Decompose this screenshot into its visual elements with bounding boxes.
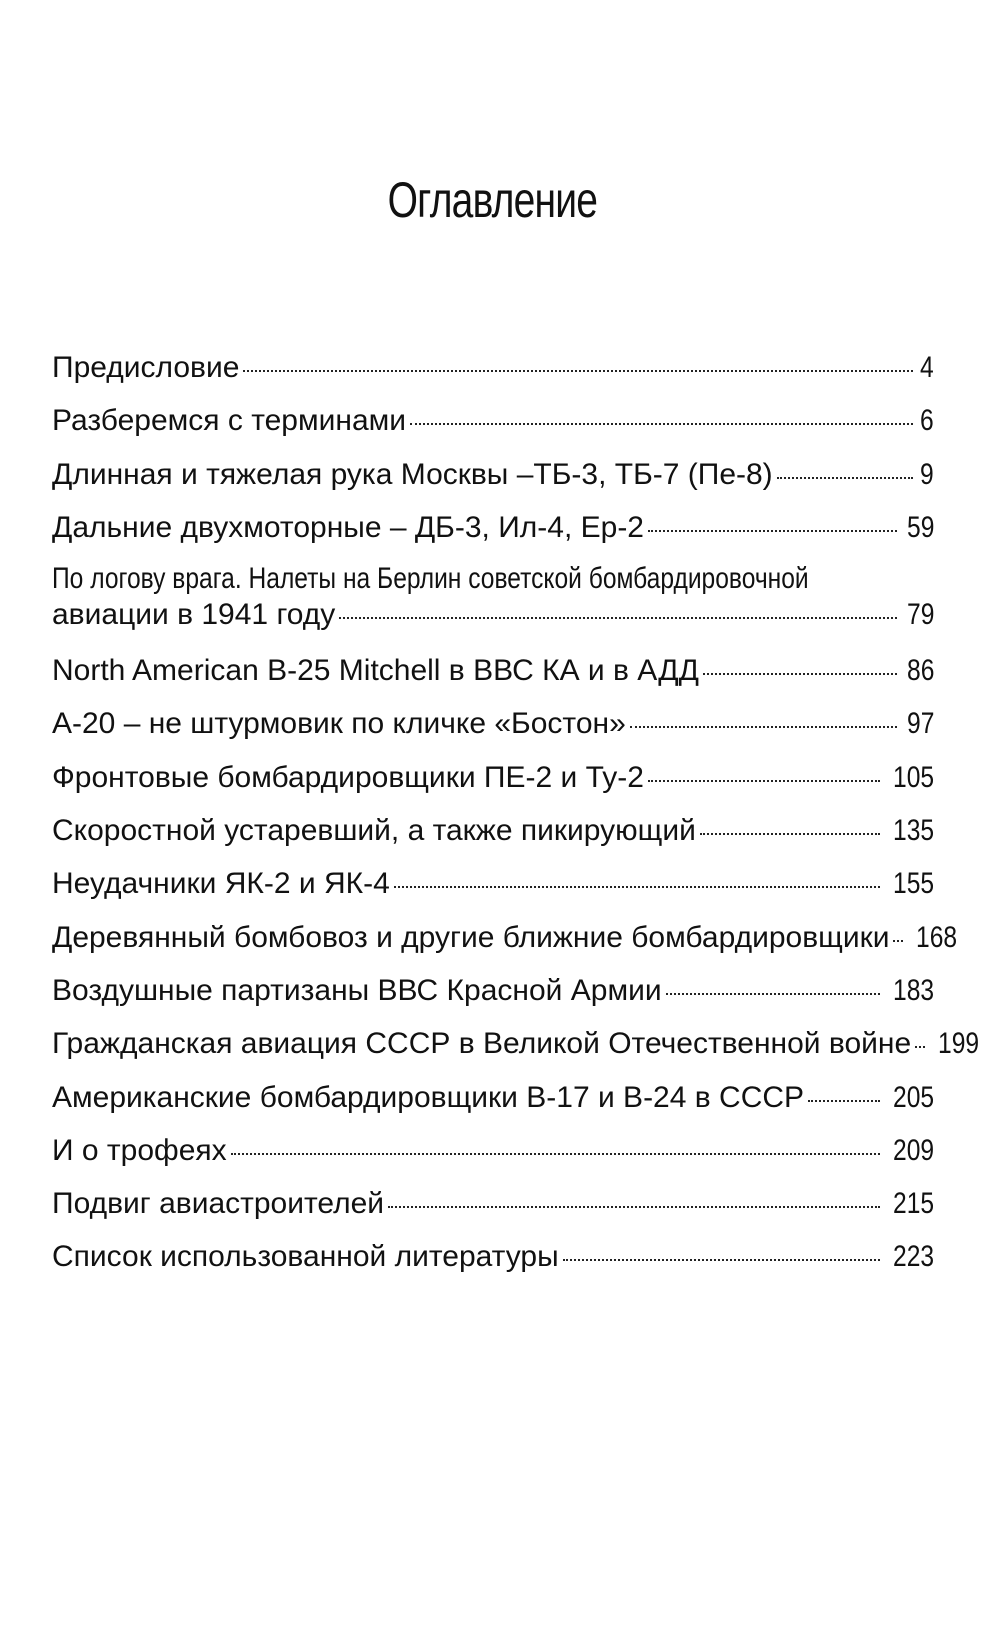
- toc-entry[interactable]: [52, 455, 934, 508]
- toc-entry[interactable]: [52, 401, 934, 454]
- table-of-contents: [52, 348, 980, 1291]
- dot-leader: [700, 833, 880, 835]
- toc-entry[interactable]: [52, 1024, 980, 1077]
- toc-entry-page: 199: [938, 1027, 980, 1061]
- toc-entry-label: Дальние двухмоторные – ДБ-3, Ил-4, Ер-2: [52, 510, 644, 544]
- dot-leader: [703, 673, 897, 675]
- toc-entry-page: 105: [892, 760, 934, 794]
- toc-entry-page: 155: [892, 867, 934, 901]
- toc-entry-label-line2: авиации в 1941 году: [52, 598, 336, 632]
- toc-entry-page: 4: [920, 351, 934, 384]
- toc-entry-page: 79: [906, 598, 934, 632]
- toc-entry-page: 209: [892, 1133, 934, 1167]
- toc-entry-label: Разберемся с терминами: [52, 404, 407, 438]
- toc-entry[interactable]: [52, 864, 934, 917]
- toc-entry[interactable]: [52, 1184, 934, 1237]
- toc-entry-page: 183: [892, 973, 934, 1007]
- toc-entry[interactable]: [52, 1131, 934, 1184]
- toc-entry[interactable]: [52, 971, 934, 1024]
- toc-entry-label: North American B-25 Mitchell в ВВС КА и в АДД: [52, 654, 699, 688]
- toc-entry[interactable]: [52, 561, 934, 651]
- toc-entry-page: 168: [916, 920, 958, 954]
- toc-entry-label: Гражданская авиация СССР в Великой Отечественной войне: [52, 1027, 912, 1061]
- toc-entry-label: Фронтовые бомбардировщики ПЕ-2 и Ту-2: [52, 760, 644, 794]
- dot-leader: [243, 370, 913, 372]
- toc-entry[interactable]: [52, 1237, 934, 1290]
- dot-leader: [410, 423, 913, 425]
- toc-entry-label: Деревянный бомбовоз и другие ближние бомбардировщики: [52, 920, 890, 954]
- dot-leader: [893, 940, 903, 942]
- toc-entry-label-line1: По логову врага. Налеты на Берлин советской бомбардировочной: [52, 562, 809, 596]
- dot-leader: [339, 617, 896, 619]
- dot-leader: [231, 1153, 880, 1155]
- dot-leader: [648, 780, 880, 782]
- dot-leader: [388, 1206, 880, 1208]
- toc-entry-page: 223: [892, 1240, 934, 1274]
- dot-leader: [808, 1100, 880, 1102]
- toc-entry-label: Неудачники ЯК-2 и ЯК-4: [52, 867, 390, 901]
- toc-entry-page: 6: [920, 404, 934, 438]
- toc-entry[interactable]: [52, 704, 934, 757]
- dot-leader: [563, 1259, 880, 1261]
- dot-leader: [394, 886, 880, 888]
- toc-entry-label: Американские бомбардировщики B-17 и B-24 в СССР: [52, 1080, 805, 1114]
- page-title: Оглавление: [387, 172, 598, 228]
- toc-entry-label: А-20 – не штурмовик по кличке «Бостон»: [52, 707, 626, 741]
- dot-leader: [630, 726, 897, 728]
- toc-entry-page: 97: [906, 707, 934, 741]
- toc-entry[interactable]: [52, 1078, 934, 1131]
- toc-entry-page: 205: [892, 1080, 934, 1114]
- toc-entry[interactable]: [52, 508, 934, 561]
- toc-entry-label: Подвиг авиастроителей: [52, 1187, 385, 1221]
- toc-entry-label: Список использованной литературы: [52, 1240, 559, 1274]
- toc-entry-page: 59: [906, 510, 934, 544]
- dot-leader: [915, 1046, 925, 1048]
- dot-leader: [648, 530, 897, 532]
- toc-entry-label: Воздушные партизаны ВВС Красной Армии: [52, 973, 662, 1007]
- toc-entry-page: 135: [892, 814, 934, 848]
- toc-entry[interactable]: [52, 918, 958, 971]
- toc-entry-page: 9: [920, 457, 934, 491]
- toc-entry-label: Предисловие: [52, 351, 240, 384]
- toc-entry-label: Длинная и тяжелая рука Москвы –ТБ-3, ТБ-7 (Пе-8): [52, 457, 773, 491]
- toc-entry[interactable]: [52, 348, 934, 401]
- dot-leader: [666, 993, 880, 995]
- dot-leader: [777, 477, 914, 479]
- toc-entry[interactable]: [52, 758, 934, 811]
- toc-entry-label: Скоростной устаревший, а также пикирующий: [52, 814, 696, 848]
- toc-entry-label: И о трофеях: [52, 1133, 227, 1167]
- toc-entry[interactable]: [52, 811, 934, 864]
- toc-entry-page: 215: [892, 1187, 934, 1221]
- toc-entry[interactable]: [52, 651, 934, 704]
- toc-entry-page: 86: [906, 654, 934, 688]
